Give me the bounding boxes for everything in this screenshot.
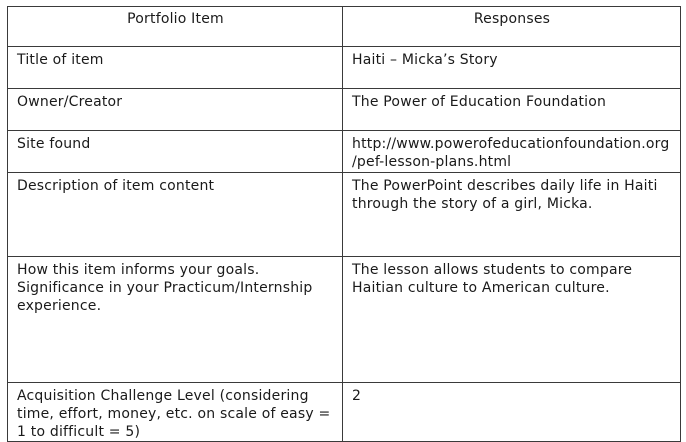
table-row xyxy=(8,173,681,257)
row-value-challenge-level: 2 xyxy=(343,383,681,442)
row-label-title: Title of item xyxy=(8,47,343,89)
row-value-informs-goals: The lesson allows students to compare Haitian culture to American culture. xyxy=(343,257,681,383)
row-label-informs-goals: How this item informs your goals. Significance in your Practicum/Internship experience. xyxy=(8,257,343,383)
row-value-site-url: http://www.powerofeducationfoundation.org/pef-lesson-plans.html xyxy=(343,131,681,173)
table-body xyxy=(8,47,681,442)
row-label-site: Site found xyxy=(8,131,343,173)
table-row xyxy=(8,383,681,442)
portfolio-table xyxy=(7,6,681,442)
row-value-description: The PowerPoint describes daily life in Haiti through the story of a girl, Micka. xyxy=(343,173,681,257)
table-row xyxy=(8,47,681,89)
header-portfolio-item: Portfolio Item xyxy=(8,7,343,47)
table-row xyxy=(8,257,681,383)
row-value-title: Haiti – Micka’s Story xyxy=(343,47,681,89)
table-header xyxy=(8,7,681,47)
row-label-description: Description of item content xyxy=(8,173,343,257)
table-row xyxy=(8,131,681,173)
row-label-challenge-level: Acquisition Challenge Level (considering time, effort, money, etc. on scale of easy = 1 to difficult = 5) xyxy=(8,383,343,442)
header-row xyxy=(8,7,681,47)
table-row xyxy=(8,89,681,131)
row-value-owner: The Power of Education Foundation xyxy=(343,89,681,131)
row-label-owner: Owner/Creator xyxy=(8,89,343,131)
header-responses: Responses xyxy=(343,7,681,47)
